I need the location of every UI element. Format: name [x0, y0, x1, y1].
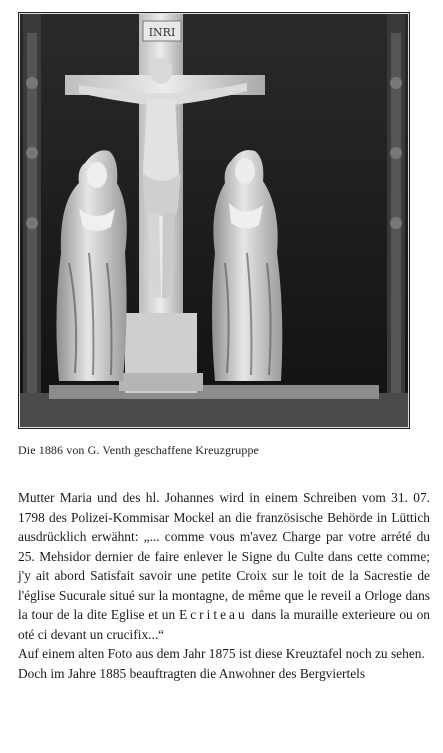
paragraph-1-text-b: dans la muraille exterieure ou on oté ci devant un crucifix...“ [18, 607, 430, 642]
paragraph-3: Doch im Jahre 1885 beauftragten die Anwohner des Bergviertels [18, 665, 366, 681]
paragraph-1-text-a: Mutter Maria und des hl. Johannes wird in einem Schreiben vom 31. 07. 1798 des Polizei-Kommisar Mockel an die französische Behörde in Lüttich ausdrücklich erwähnt: „... comme vous m'avez Charge par votre arrété du 25. Mehsidor dernier de faire enlever le Signe du Culte dans cette comme; j'y ait abord Satisfait savoir une petite Croix sur le toit de la Sacrestie de l'église Sucurale situé sur la montagne, de même que le reveil a Orloge dans la tour de la dite Eglise et un [18, 490, 430, 622]
body-text [18, 488, 430, 683]
crucifixion-group-photo [18, 12, 410, 429]
paragraph-2: Auf einem alten Foto aus dem Jahr 1875 ist diese Kreuztafel noch zu sehen. [18, 646, 425, 661]
svg-text:INRI: INRI [148, 26, 176, 39]
left-pillar [23, 13, 41, 428]
spaced-word-ecriteau: Ecriteau [179, 607, 248, 622]
figure-caption: Die 1886 von G. Venth geschaffene Kreuzgruppe [18, 443, 259, 457]
paragraph-1 [18, 488, 430, 644]
inri-tablet [143, 21, 181, 41]
crucifixion-illustration [19, 13, 409, 428]
right-pillar [387, 13, 405, 428]
